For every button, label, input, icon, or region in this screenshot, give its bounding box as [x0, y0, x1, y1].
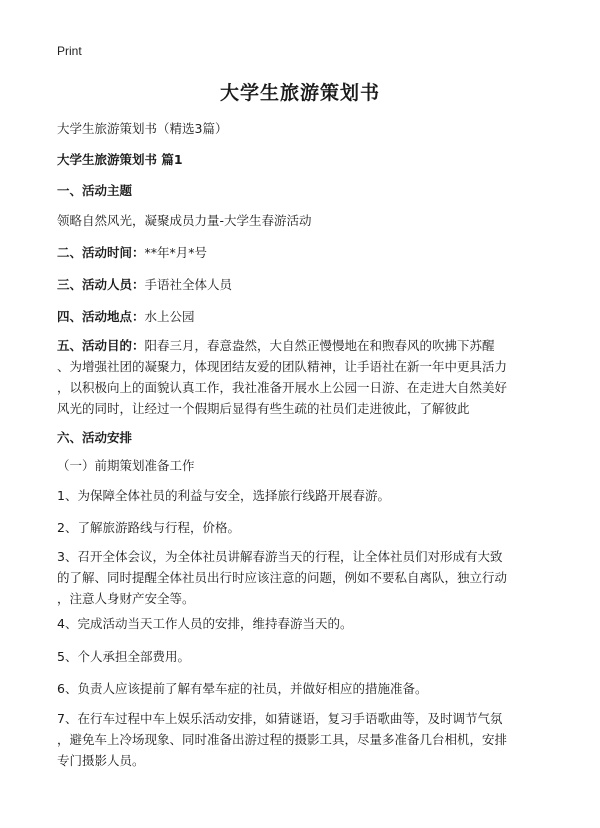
purpose-line: ，以积极向上的面貌认真工作，我社准备开展水上公园一日游、在走进大自然美好 — [57, 380, 508, 395]
print-label: Print — [57, 44, 82, 58]
people-label: 三、活动人员： — [57, 277, 145, 292]
list-item-7 — [57, 708, 553, 771]
list-item-line: 7、在行车过程中车上娱乐活动安排，如猜谜语，复习手语歌曲等，及时调节气氛 — [57, 711, 503, 726]
theme-text: 领略自然风光，凝聚成员力量-大学生春游活动 — [57, 213, 312, 228]
section-heading: 大学生旅游策划书 篇1 — [57, 152, 183, 167]
place-row — [57, 308, 195, 326]
list-item-6: 6、负责人应该提前了解有晕车症的社员，并做好相应的措施准备。 — [57, 681, 428, 696]
place-value: 水上公园 — [144, 309, 195, 324]
purpose-line: 、为增强社团的凝聚力，体现团结友爱的团队精神，让手语社在新一年中更具活力 — [57, 359, 508, 374]
theme-heading: 一、活动主题 — [57, 183, 133, 198]
purpose-label: 五、活动目的： — [57, 338, 145, 353]
place-label: 四、活动地点： — [57, 309, 145, 324]
list-item-line: ，注意人身财产安全等。 — [57, 591, 195, 606]
people-value: 手语社全体人员 — [144, 277, 233, 292]
time-row — [57, 244, 207, 262]
list-item-line: ，避免车上冷场现象、同时准备出游过程的摄影工具，尽量多准备几台相机，安排 — [57, 732, 508, 747]
purpose-line: 风光的同时，让经过一个假期后显得有些生疏的社员们走进彼此，了解彼此 — [57, 401, 470, 416]
list-item-3 — [57, 546, 553, 609]
list-item-4: 4、完成活动当天工作人员的安排，维持春游当天的。 — [57, 616, 353, 631]
list-item-2: 2、了解旅游路线与行程，价格。 — [57, 520, 240, 535]
document-title: 大学生旅游策划书 — [219, 82, 380, 104]
purpose-paragraph — [57, 335, 553, 419]
list-item-line: 3、召开全体会议，为全体社员讲解春游当天的行程，让全体社员们对形成有大致 — [57, 549, 503, 564]
list-item-line: 专门摄影人员。 — [57, 753, 145, 768]
people-row — [57, 276, 232, 294]
list-item-line: 的了解、同时提醒全体社员出行时应该注意的问题，例如不要私自离队，独立行动 — [57, 570, 508, 585]
time-label: 二、活动时间： — [57, 245, 145, 260]
list-item-1: 1、为保障全体社员的利益与安全，选择旅行线路开展春游。 — [57, 488, 390, 503]
purpose-line: 五、活动目的：阳春三月，春意盎然，大自然正慢慢地在和煦春风的吹拂下苏醒 — [57, 338, 495, 353]
list-item-5: 5、个人承担全部费用。 — [57, 649, 190, 664]
prep-subheading: （一）前期策划准备工作 — [57, 458, 195, 473]
time-value: **年*月*号 — [144, 245, 208, 260]
document-subtitle: 大学生旅游策划书（精选3篇） — [57, 121, 228, 136]
arrangement-heading: 六、活动安排 — [57, 430, 133, 445]
